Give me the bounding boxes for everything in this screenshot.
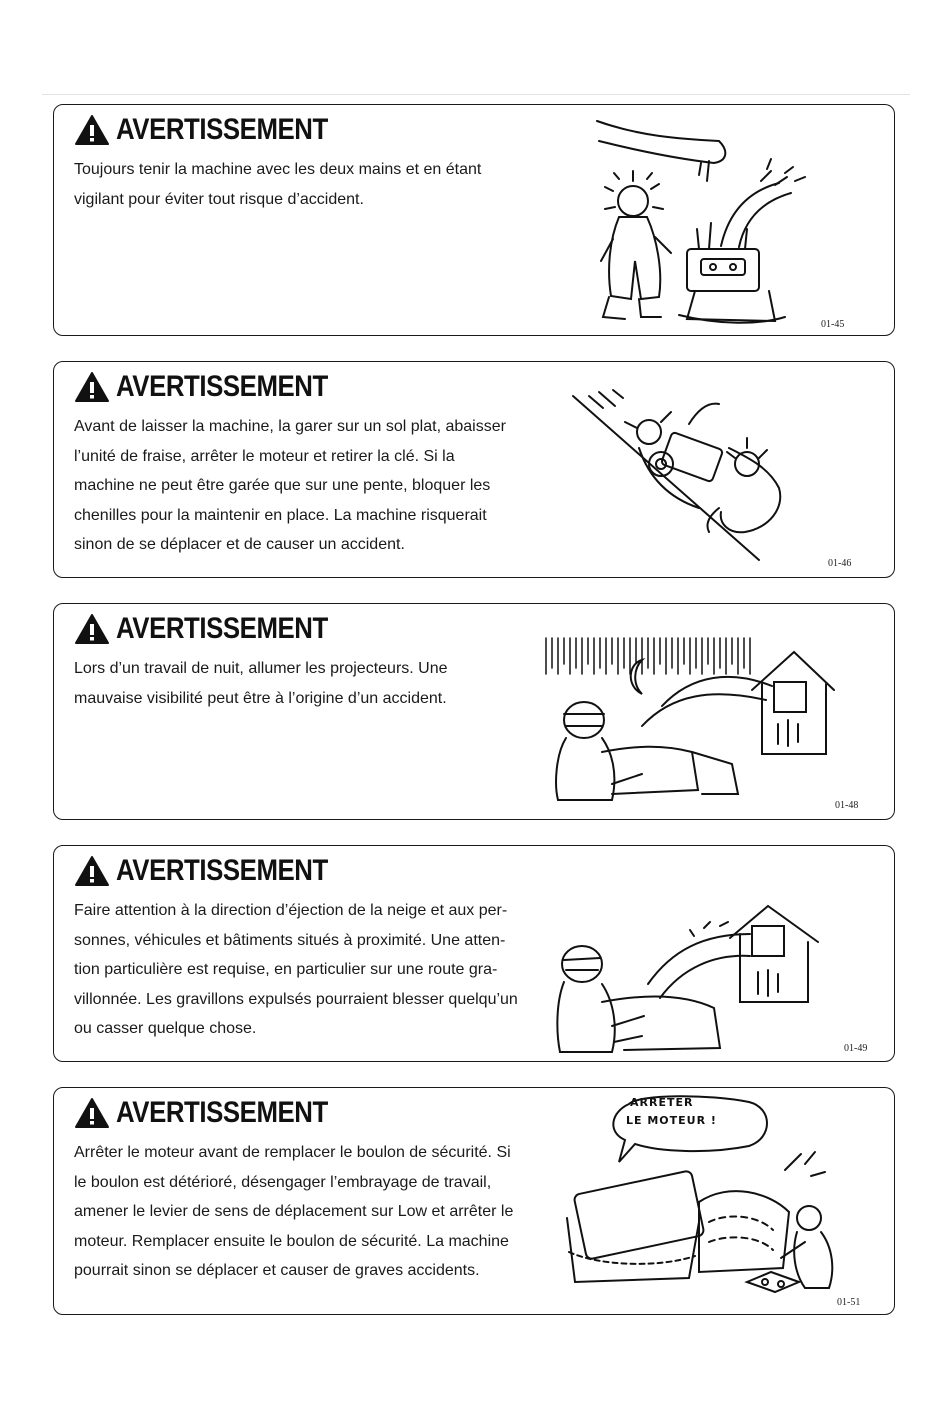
warning-title-text: AVERTISSEMENT <box>116 854 328 887</box>
warning-text <box>74 896 518 1044</box>
warning-line: villonnée. Les gravillons expulsés pourraient blesser quelqu’un <box>74 990 518 1008</box>
warning-title-text: AVERTISSEMENT <box>116 370 328 403</box>
warning-title <box>74 612 362 646</box>
warning-triangle-icon <box>74 1097 110 1129</box>
warning-triangle-icon <box>74 855 110 887</box>
warning-line: le boulon est détérioré, désengager l’embrayage de travail, <box>74 1173 492 1191</box>
warning-triangle-icon <box>74 371 110 403</box>
figure-code: 01-49 <box>844 1043 868 1054</box>
speech-bubble-line: ARRÊTER <box>630 1096 694 1109</box>
warning-text <box>74 1138 513 1286</box>
figure-code: 01-46 <box>828 558 852 569</box>
warning-title-text: AVERTISSEMENT <box>116 612 328 645</box>
warning-line: sinon de se déplacer et de causer un accident. <box>74 536 405 553</box>
warning-line: sonnes, véhicules et bâtiments situés à proximité. Une atten- <box>74 931 506 949</box>
warning-text <box>74 412 506 560</box>
warning-line: Arrêter le moteur avant de remplacer le boulon de sécurité. Si <box>74 1144 511 1161</box>
warning-line: Avant de laisser la machine, la garer sur un sol plat, abaisser <box>74 418 506 435</box>
warning-line: Faire attention à la direction d’éjection de la neige et aux per- <box>74 902 508 919</box>
warning-text <box>74 654 448 713</box>
warning-title <box>74 854 362 888</box>
warning-line: vigilant pour éviter tout risque d’accident. <box>74 190 364 208</box>
warning-triangle-icon <box>74 114 110 146</box>
warning-box-4 <box>53 845 895 1062</box>
warning-box-3 <box>53 603 895 820</box>
speech-bubble-line: LE MOTEUR ! <box>626 1114 717 1127</box>
warning-line: ou casser quelque chose. <box>74 1020 257 1037</box>
warning-line: moteur. Remplacer ensuite le boulon de sécurité. La machine <box>74 1232 509 1250</box>
warning-line: tion particulière est requise, en particulier sur une route gra- <box>74 961 498 978</box>
machine-rolling-slope-icon <box>569 388 809 568</box>
top-divider <box>42 94 910 95</box>
warning-line: machine ne peut être garée que sur une pente, bloquer les <box>74 477 491 494</box>
warning-triangle-icon <box>74 613 110 645</box>
warning-box-5 <box>53 1087 895 1315</box>
warning-title-text: AVERTISSEMENT <box>116 1096 328 1129</box>
figure-code: 01-48 <box>835 800 859 811</box>
warning-line: l’unité de fraise, arrêter le moteur et retirer la clé. Si la <box>74 447 455 465</box>
figure-code: 01-45 <box>821 319 845 330</box>
figure-code: 01-51 <box>837 1297 861 1308</box>
operator-two-hands-icon <box>579 111 819 333</box>
warning-line: mauvaise visibilité peut être à l’origine d’un accident. <box>74 689 447 707</box>
warning-line: amener le levier de sens de déplacement sur Low et arrêter le <box>74 1203 514 1220</box>
warning-title <box>74 113 362 147</box>
ejection-direction-icon <box>554 898 834 1056</box>
warning-line: Toujours tenir la machine avec les deux mains et en étant <box>74 161 482 178</box>
warning-line: pourrait sinon se déplacer et causer de graves accidents. <box>74 1262 480 1279</box>
warning-title-text: AVERTISSEMENT <box>116 113 328 146</box>
night-work-icon <box>542 634 842 802</box>
warning-title <box>74 1096 362 1130</box>
warning-box-2 <box>53 361 895 578</box>
warning-line: chenilles pour la maintenir en place. La machine risquerait <box>74 506 487 524</box>
warning-box-1 <box>53 104 895 336</box>
warning-line: Lors d’un travail de nuit, allumer les projecteurs. Une <box>74 660 448 677</box>
warning-text <box>74 155 481 214</box>
warning-title <box>74 370 362 404</box>
